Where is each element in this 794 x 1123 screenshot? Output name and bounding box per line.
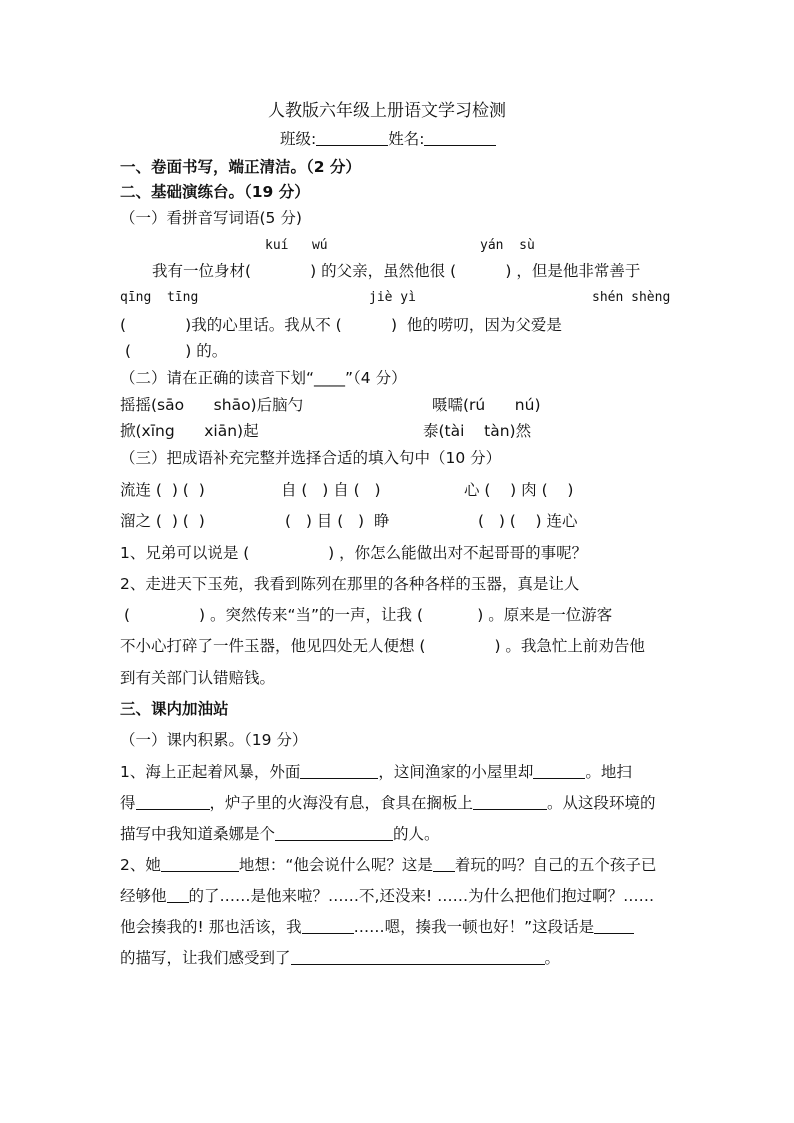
text-fragment: ，炉子里的火海没有息，食具在搁板上: [209, 794, 474, 812]
text-fragment: 的描写，让我们感受到了: [120, 949, 291, 967]
pinyin-kuiwu: kuí wú: [265, 238, 328, 253]
text-fragment: 。: [544, 949, 561, 967]
answer-blank[interactable]: [291, 949, 545, 965]
section-3-part-1-heading: （一）课内积累。（19 分）: [120, 731, 308, 749]
idiom-item: ( ) 目 ( ) 睁: [285, 512, 390, 530]
pinyin-yansu: yán sù: [480, 238, 535, 253]
class-label: 班级:: [280, 130, 317, 148]
name-blank[interactable]: [424, 130, 496, 146]
text-question-1-line-2: [120, 793, 656, 813]
text-question-1-line-1: [120, 762, 632, 782]
section-2-part-3-heading: （三）把成语补充完整并选择合适的填入句中（10 分）: [120, 449, 502, 467]
text-question-2-line-4: [120, 948, 560, 968]
section-2-part-2-heading: （二）请在正确的读音下划“____”（4 分）: [120, 369, 407, 387]
reading-item: 泰(tài tàn)然: [423, 422, 532, 440]
answer-blank[interactable]: [594, 918, 634, 934]
pinyin-shensheng: shén shèng: [592, 290, 671, 305]
pinyin-sentence-line-3: ( ) 的。: [125, 342, 228, 360]
pinyin-sentence-line-1: 我有一位身材( ) 的父亲，虽然他很 ( ) ，但是他非常善于: [152, 262, 641, 280]
reading-item: 掀(xīng xiān)起: [120, 422, 259, 440]
pinyin-sentence-line-2: ( )我的心里话。我从不 ( ) 他的唠叨，因为父爱是: [120, 316, 562, 334]
idiom-item: 自 ( ) 自 ( ): [281, 481, 381, 499]
section-3-heading: 三、课内加油站: [120, 700, 229, 718]
section-2-heading: 二、基础演练台。（19 分）: [120, 183, 310, 201]
text-fragment: 得: [120, 794, 136, 812]
idiom-item: 心 ( ) 肉 ( ): [464, 481, 574, 499]
idiom-question-2-line-1: 2、走进天下玉苑，我看到陈列在那里的各种各样的玉器，真是让人: [120, 575, 580, 593]
answer-blank[interactable]: [136, 794, 210, 810]
answer-blank[interactable]: [533, 763, 585, 779]
text-fragment: 2、她: [120, 856, 161, 874]
section-2-part-1-heading: （一）看拼音写词语(5 分): [120, 209, 302, 227]
section-1-heading: 一、卷面书写，端正清洁。（2 分）: [120, 158, 361, 176]
text-fragment: 经够他: [120, 887, 167, 905]
class-blank[interactable]: [316, 130, 388, 146]
answer-blank[interactable]: [275, 825, 393, 841]
text-fragment: 他会揍我的! 那也活该，我: [120, 918, 302, 936]
text-fragment: 。从这段环境的: [547, 794, 656, 812]
text-fragment: ……嗯，揍我一顿也好！”这段话是: [353, 918, 595, 936]
idiom-question-2-line-3: 不小心打碎了一件玉器，他见四处无人便想 ( ) 。我急忙上前劝告他: [120, 637, 645, 655]
answer-blank[interactable]: [433, 856, 455, 872]
text-fragment: 。地扫: [585, 763, 632, 781]
text-question-1-line-3: [120, 824, 440, 844]
text-question-2-line-2: [120, 886, 654, 906]
reading-item: 摇摇(sāo shāo)后脑勺: [120, 396, 304, 414]
idiom-question-1: 1、兄弟可以说是 ( ) ，你怎么能做出对不起哥哥的事呢？: [120, 544, 588, 562]
idiom-item: ( ) ( ) 连心: [478, 512, 578, 530]
idiom-item: 溜之 ( ) ( ): [120, 512, 205, 530]
pinyin-qingting: qīng tīng: [120, 290, 199, 305]
text-question-2-line-3: [120, 917, 634, 937]
answer-blank[interactable]: [300, 763, 378, 779]
pinyin-jieyi: jiè yì: [369, 290, 416, 305]
idiom-question-2-line-4: 到有关部门认错赔钱。: [120, 669, 276, 687]
page-title: 人教版六年级上册语文学习检测: [268, 101, 506, 121]
text-fragment: 描写中我知道桑娜是个: [120, 825, 276, 843]
text-fragment: 着玩的吗？自己的五个孩子已: [454, 856, 657, 874]
text-fragment: ，这间渔家的小屋里却: [378, 763, 534, 781]
text-fragment: 的了……是他来啦？……不,还没来! ……为什么把他们抱过啊？……: [188, 887, 655, 905]
answer-blank[interactable]: [473, 794, 547, 810]
text-fragment: 地想：“他会说什么呢？这是: [238, 856, 433, 874]
name-label: 姓名:: [388, 130, 425, 148]
reading-item: 嗫嚅(rú nú): [432, 396, 541, 414]
idiom-question-2-line-2: ( ) 。突然传来“当”的一声，让我 ( ) 。原来是一位游客: [124, 606, 613, 624]
answer-blank[interactable]: [161, 856, 239, 872]
text-fragment: 的人。: [393, 825, 440, 843]
student-info-line: [280, 129, 496, 149]
answer-blank[interactable]: [167, 887, 189, 903]
text-fragment: 1、海上正起着风暴，外面: [120, 763, 301, 781]
idiom-item: 流连 ( ) ( ): [120, 481, 205, 499]
text-question-2-line-1: [120, 855, 656, 875]
answer-blank[interactable]: [302, 918, 354, 934]
